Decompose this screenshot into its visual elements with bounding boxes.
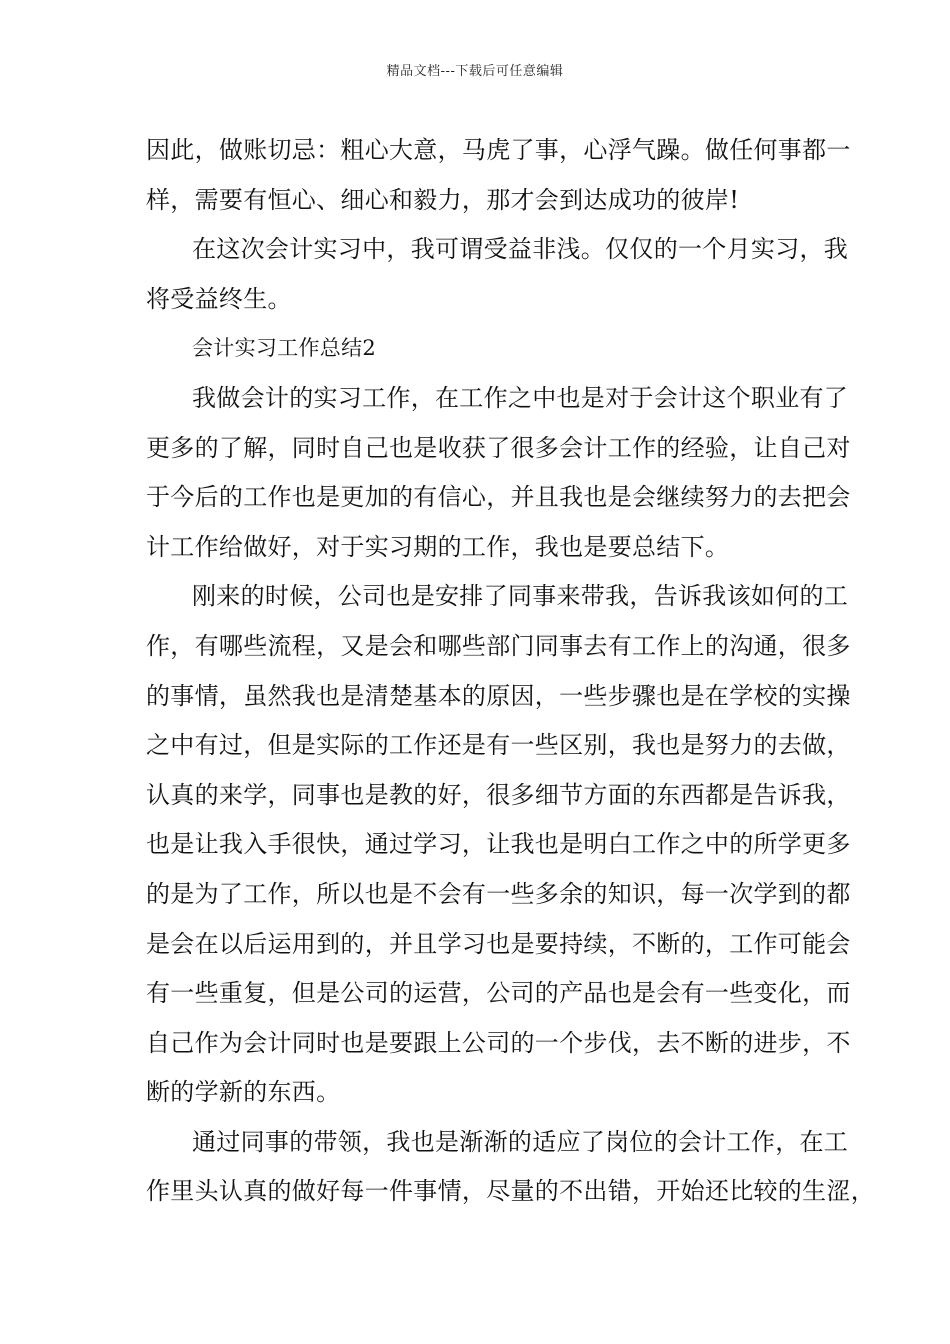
text-line: 作，有哪些流程，又是会和哪些部门同事去有工作上的沟通，很多: [146, 631, 851, 660]
text-line: 自己作为会计同时也是要跟上公司的一个步伐，去不断的进步，不: [146, 1028, 851, 1057]
text-line: 也是让我入手很快，通过学习，让我也是明白工作之中的所学更多: [146, 830, 851, 859]
text-line: 样，需要有恒心、细心和毅力，那才会到达成功的彼岸!: [146, 185, 740, 214]
text-line: 断的学新的东西。: [146, 1078, 341, 1107]
paragraph-start-line: 在这次会计实习中，我可谓受益非浅。仅仅的一个月实习，我: [192, 235, 849, 264]
text-line: 计工作给做好，对于实习期的工作，我也是要总结下。: [146, 532, 730, 561]
text-line: 的事情，虽然我也是清楚基本的原因，一些步骤也是在学校的实操: [146, 681, 851, 710]
paragraph-start-line: 刚来的时候，公司也是安排了同事来带我，告诉我该如何的工: [192, 582, 849, 611]
text-line: 的是为了工作，所以也是不会有一些多余的知识，每一次学到的都: [146, 879, 851, 908]
page-header: 精品文档---下载后可任意编辑: [386, 64, 564, 79]
text-line: 作里头认真的做好每一件事情，尽量的不出错，开始还比较的生涩，: [146, 1177, 875, 1206]
text-line: 之中有过，但是实际的工作还是有一些区别，我也是努力的去做，: [146, 731, 851, 760]
paragraph-start-line: 通过同事的带领，我也是渐渐的适应了岗位的会计工作，在工: [192, 1127, 849, 1156]
text-line: 有一些重复，但是公司的运营，公司的产品也是会有一些变化，而: [146, 979, 851, 1008]
text-line: 因此，做账切忌：粗心大意，马虎了事，心浮气躁。做任何事都一: [146, 136, 851, 164]
text-line: 是会在以后运用到的，并且学习也是要持续，不断的，工作可能会: [146, 929, 851, 958]
paragraph-start-line: 我做会计的实习工作，在工作之中也是对于会计这个职业有了: [192, 383, 849, 412]
text-line: 将受益终生。: [146, 284, 292, 313]
document-body: [146, 126, 875, 1217]
text-line: 认真的来学，同事也是教的好，很多细节方面的东西都是告诉我，: [146, 780, 851, 809]
text-line: 更多的了解，同时自己也是收获了很多会计工作的经验，让自己对: [146, 433, 851, 462]
section-heading: 会计实习工作总结2: [192, 336, 377, 361]
text-line: 于今后的工作也是更加的有信心，并且我也是会继续努力的去把会: [146, 483, 851, 512]
